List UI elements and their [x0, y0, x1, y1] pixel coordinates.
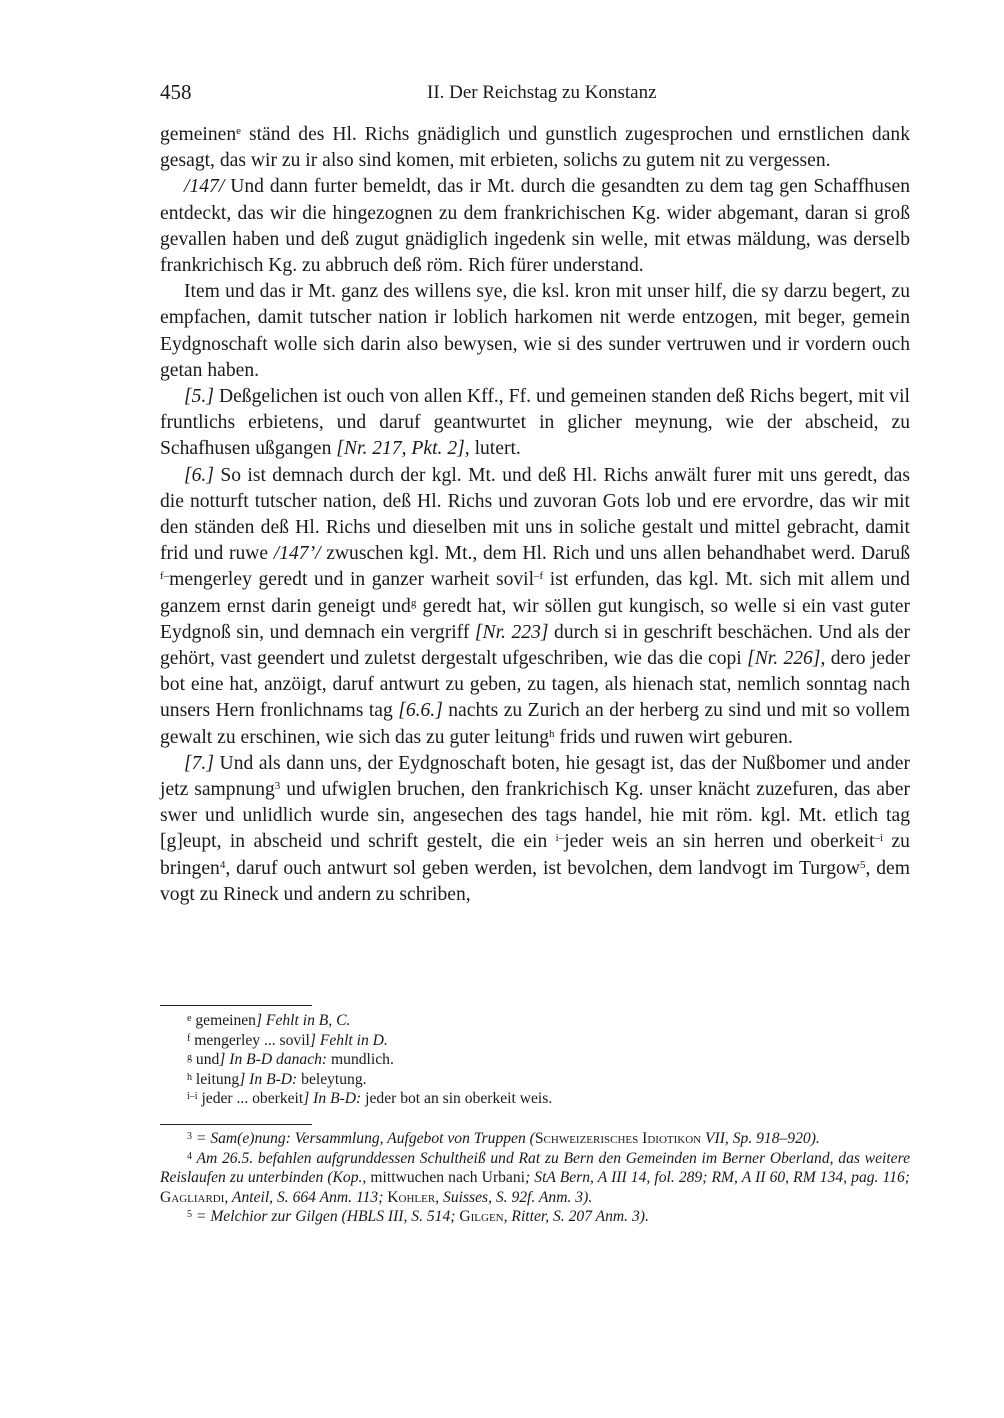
commentary-notes: [160, 1129, 910, 1227]
cross-reference: [Nr. 223]: [474, 621, 549, 643]
text-run: nachts zu Zurich an der herberg zu sind und mit so vollem gewalt zu erschinen, wie sich das zu guter leitung: [160, 700, 915, 748]
textual-note-h: $^h$ leitung] In B-D: beleytung.: [187, 1070, 367, 1088]
text-run: , dem vogt zu Rineck und andern zu schriben,: [160, 857, 915, 905]
note-marker: –i: [874, 832, 884, 845]
note-marker: g: [410, 596, 417, 609]
note-marker: i–: [555, 832, 565, 845]
text-run: ständ des Hl. Richs gnädiglich und gunstlich zugesprochen und ernstlichen dank gesagt, das wir zu ir also sind komen, mit erbieten, solichs zu gutem nit zu vergessen.: [160, 124, 915, 172]
running-title: II. Der Reichstag zu Konstanz: [427, 82, 657, 103]
text-run: Und als dann uns, der Eydgnoschaft boten, hie gesagt ist, das der Nußbomer und ander jetz sampnung: [160, 752, 915, 801]
paragraph-3: [160, 279, 915, 384]
section-number: [7.]: [184, 752, 214, 774]
text-run: mengerley geredt und in ganzer warheit sovil: [169, 569, 535, 591]
text-run: Item und das ir Mt. ganz des willens sye, die ksl. kron mit unser hilf, die sy darzu begert, zu empfachen, damit tutscher nation ir loblich harkomen nit werde entzogen, mit beger, gemein Eydgnoschaft wolle sich darin also bewysen, wie si des sunder vertruwen und ir vordern ouch getan haben.: [160, 281, 915, 381]
note-marker: e: [236, 125, 242, 137]
date-reference: [6.6.]: [398, 700, 443, 722]
note-marker: 4: [219, 858, 226, 871]
text-run: durch si in geschrift beschächen. Und als der gehört, vast geendert und zuletst dergestalt ufgeschriben, wie das die copi: [160, 621, 915, 670]
paragraph-5: [160, 463, 915, 751]
paragraph-1: [160, 122, 915, 174]
note-marker: h: [549, 727, 555, 740]
commentary-note-3: $^3$ = Sam(e)nung: Versammlung, Aufgebot von Truppen (Schweizerisches Idiotikon VII, Sp. 918–920).: [187, 1130, 820, 1147]
footnote-rule: [160, 1005, 312, 1006]
textual-note-i: $^{i-i}$ jeder ... oberkeit] In B-D: jeder bot an sin oberkeit weis.: [187, 1090, 553, 1108]
note-marker: –f: [534, 570, 544, 583]
page-number: 458: [160, 80, 192, 104]
page-header: [160, 80, 910, 110]
cross-reference: [Nr. 226]: [747, 648, 821, 670]
text-run: Und dann furter bemeldt, das ir Mt. durch die gesandten zu dem tag gen Schaffhusen entdeckt, das wir die hingezognen zu dem frankrichischen Kg. wider abgemant, daran si groß gevallen haben und deß zugut gnädiglich ingedenk sin welle, mit etwas mäldung, was derselb frankrichisch Kg. zu abbruch deß röm. Rich fürer understand.: [160, 176, 915, 277]
textual-notes: [160, 1011, 910, 1109]
folio-reference: /147’/: [273, 543, 321, 565]
note-marker: f–: [160, 570, 170, 583]
section-number: [5.]: [184, 386, 214, 408]
text-run: Deßgelichen ist ouch von allen Kff., Ff. und gemeinen standen deß Richs begert, mit vil fruntlichs erbietens, und daruf geantwurtet in glicher meynung, wie der abscheid, zu Schafhusen ußgangen: [160, 386, 915, 460]
text-run: ist erfunden, das kgl. Mt. sich mit allem und ganzem ernst darin geneigt und: [160, 569, 915, 617]
text-run: So ist demnach durch der kgl. Mt. und deß Hl. Richs anwält furer mit uns geredt, das die notturft tutscher nation, deß Hl. Richs und zuvoran Gots lob und ere ervordre, das wir mit den ständen deß Hl. Richs und dieselben mit uns in soliche gestalt und mittel gebracht, damit frid und ruwe: [160, 464, 915, 565]
commentary-note-5: $^5$ = Melchior zur Gilgen (HBLS III, S. 514; Gilgen, Ritter, S. 207 Anm. 3).: [187, 1208, 649, 1226]
text-run: gemeinen: [160, 124, 237, 145]
folio-reference: /147/: [184, 176, 225, 198]
text-run: geredt hat, wir söllen gut kungisch, so welle si ein vast guter Eydgnoß sin, und demnach ein vergriff: [160, 595, 915, 643]
text-run: zu bringen: [160, 831, 915, 879]
paragraph-2: [160, 174, 915, 279]
cross-reference: [Nr. 217, Pkt. 2]: [336, 438, 465, 460]
text-run: , lutert.: [464, 438, 521, 460]
textual-note-e: $^e$ gemeinen] Fehlt in B, C.: [187, 1012, 351, 1029]
note-marker: 5: [859, 858, 866, 871]
textual-note-g: $^g$ und] In B-D danach: mundlich.: [187, 1051, 394, 1069]
paragraph-6: [160, 751, 915, 908]
section-number: [6.]: [184, 464, 214, 486]
text-run: frids und ruwen wirt geburen.: [554, 726, 793, 748]
text-run: , dero jeder bot eine hat, anzöigt, daruf antwurt zu geben, zu tagen, als hienach stat, nemlich sonntag nach unsers Hern fronlichnams tag: [160, 648, 915, 722]
text-run: und ufwiglen bruchen, den frankrichisch Kg. unser knächt zuzefuren, das aber swer und unlidlich wurde sin, angesechen des tags handel, hie mit röm. kgl. Mt. etlich tag [g]eupt, in abscheid und schrift gestelt, die ein: [160, 779, 915, 853]
paragraph-4: [160, 384, 915, 463]
commentary-note-4: $^4$ Am 26.5. befahlen aufgrunddessen Schultheiß und Rat zu Bern den Gemeinden im Berner Oberland, das weitere Reislaufen zu unterbinden (Kop., mittwuchen nach Urbani; StA Bern, A III 14, fol. 289; RM, A II 60, RM 134, pag. 116; Gagliardi, Anteil, S. 664 Anm. 113; Kohler, Suisses, S. 92f. Anm. 3).: [160, 1149, 910, 1206]
text-run: zwuschen kgl. Mt., dem Hl. Rich und uns allen behandhabet werd. Daruß: [320, 543, 915, 565]
text-run: jeder weis an sin herren und oberkeit: [564, 831, 875, 853]
textual-note-f: $^f$ mengerley ... sovil] Fehlt in D.: [187, 1031, 388, 1049]
text-run: , daruf ouch antwurt sol geben werden, ist bevolchen, dem landvogt im Turgow: [225, 857, 860, 879]
commentary-rule: [160, 1124, 312, 1125]
note-marker: 3: [274, 780, 281, 793]
main-text: [160, 122, 915, 908]
